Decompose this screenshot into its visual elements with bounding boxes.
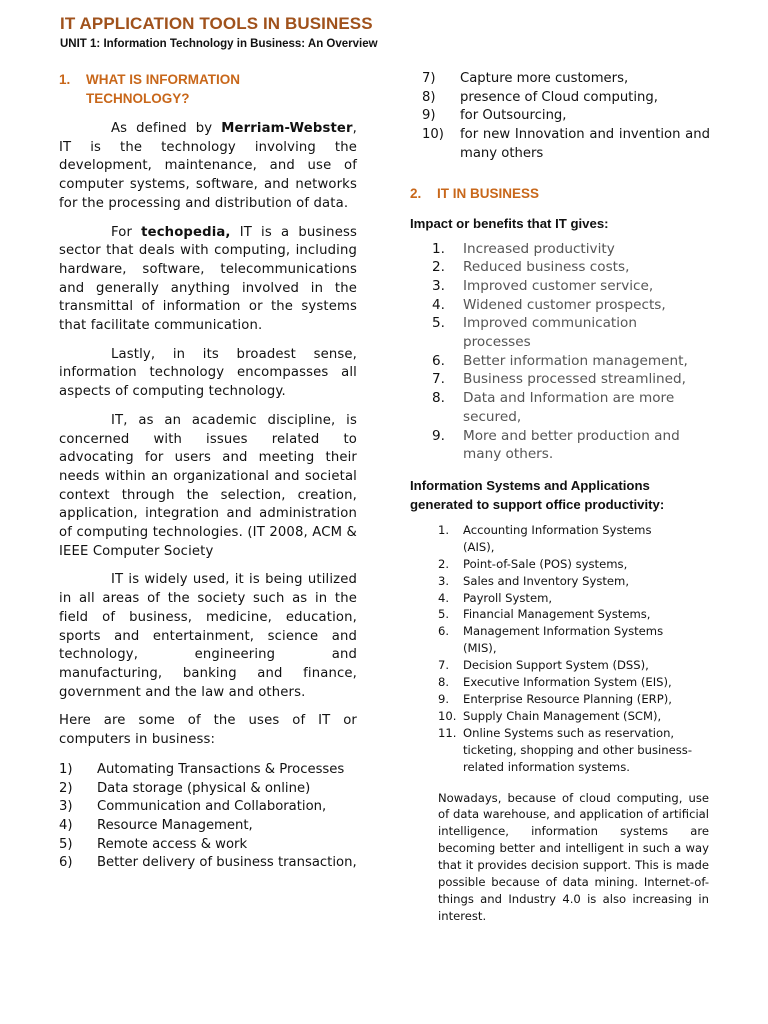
list-item: 1) Automating Transactions & Processes (59, 761, 345, 777)
source-merriam-webster: Merriam-Webster (221, 121, 353, 136)
systems-list (410, 522, 710, 776)
list-item: 4. Payroll System, (438, 590, 553, 605)
list-item: 7. Business processed streamlined, (432, 371, 686, 388)
list-item: 3. Sales and Inventory System, (438, 573, 630, 588)
list-item: 2. Reduced business costs, (432, 259, 630, 276)
list-item: 11. Online Systems such as reservation, ticketing, shopping and other business-related information systems. (438, 725, 693, 774)
list-item: 1. Accounting Information Systems (AIS), (438, 522, 652, 554)
list-item: 2. Point-of-Sale (POS) systems, (438, 556, 628, 571)
section2-heading (410, 184, 710, 203)
definition-broadest: Lastly, in its broadest sense, information technology encompasses all aspects of computing technology. (59, 346, 357, 400)
left-column (59, 70, 357, 873)
list-item: 8. Executive Information System (EIS), (438, 675, 672, 690)
benefits-list (410, 240, 710, 464)
list-item: 6. Management Information Systems (MIS), (438, 624, 664, 656)
list-item: 4. Widened customer prospects, (432, 296, 666, 313)
section1-number: 1. (59, 72, 71, 87)
section1-title (86, 70, 240, 108)
uses-list-part1 (59, 761, 357, 873)
definition-academic: IT, as an academic discipline, is concerned with issues related to advocating for users and meeting their needs within an organizational and societal context through the selection, creation, application, integration and administration of computing technologies. (IT 2008, ACM & IEEE Computer Society (59, 412, 357, 559)
uses-intro: Here are some of the uses of IT or computers in business: (59, 713, 357, 748)
list-item: 5. Improved communication processes (432, 315, 637, 351)
right-column (410, 70, 710, 925)
source-techopedia: techopedia, (141, 224, 231, 240)
list-item: 7. Decision Support System (DSS), (438, 658, 649, 673)
list-item: 5. Financial Management Systems, (438, 607, 651, 622)
section1-title-line2: TECHNOLOGY? (86, 91, 190, 106)
section1-title-line1: WHAT IS INFORMATION (86, 72, 240, 87)
list-item: 1. Increased productivity (432, 240, 615, 257)
list-item: 5) Remote access & work (59, 836, 248, 852)
definition-merriam-webster: As defined by Merriam-Webster, IT is the technology involving the development, maintenance, and use of computer systems, software, and networks for the processing and distribution of data. (59, 121, 357, 211)
list-item: 9. More and better production and many others. (432, 427, 680, 463)
list-item: 9. Enterprise Resource Planning (ERP), (438, 692, 672, 707)
section1-heading (59, 70, 357, 108)
list-item: 6. Better information management, (432, 352, 688, 369)
list-item: 7) Capture more customers, (422, 71, 629, 86)
definition-techopedia: For techopedia, IT is a business sector that deals with computing, including hardware, software, telecommunications and generally anything involved in the transmittal of information or the systems that facilitate communication. (59, 224, 357, 334)
list-item: 8) presence of Cloud computing, (422, 89, 658, 105)
unit-subtitle: UNIT 1: Information Technology in Business: An Overview (60, 38, 378, 50)
uses-list-part2 (422, 70, 710, 164)
section2-number: 2. (410, 185, 422, 201)
list-item: 8. Data and Information are more secured, (432, 390, 675, 425)
benefits-heading: Impact or benefits that IT gives: (410, 215, 609, 231)
section2-title: IT IN BUSINESS (437, 185, 540, 201)
list-item: 4) Resource Management, (59, 817, 253, 833)
list-item: 3) Communication and Collaboration, (59, 799, 327, 815)
it-usage-paragraph: IT is widely used, it is being utilized in all areas of the society such as in the field of business, medicine, education, sports and entertainment, science and technology, engineering and manufacturing, banking and finance, government and the law and others. (59, 572, 357, 700)
closing-paragraph: Nowadays, because of cloud computing, use of data warehouse, and application of artificial intelligence, information systems are becoming better and intelligent in such a way that it provides decision support. This is made possible because of data mining. Internet-of-things and Industry 4.0 is also increasing in interest. (438, 790, 709, 923)
list-item: 3. Improved customer service, (432, 277, 654, 294)
list-item: 2) Data storage (physical & online) (59, 780, 311, 796)
list-item: 9) for Outsourcing, (422, 108, 567, 124)
systems-heading: Information Systems and Applications generated to support office productivity: (410, 477, 665, 512)
list-item: 10. Supply Chain Management (SCM), (438, 708, 662, 723)
list-item: 6) Better delivery of business transaction, (59, 855, 357, 871)
page-title: IT APPLICATION TOOLS IN BUSINESS (60, 14, 373, 33)
list-item: 10) for new Innovation and invention and many others (422, 127, 710, 161)
